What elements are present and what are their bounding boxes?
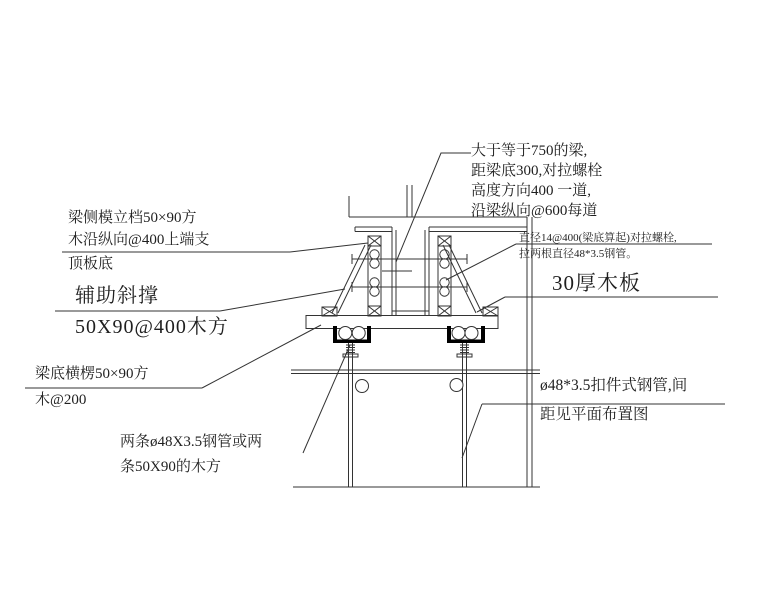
brace-foot-block-right — [483, 307, 498, 316]
top-right-note-line4: 沿梁纵向@600每道 — [471, 203, 598, 219]
tie-bolt-note-line2: 拉两根直径48*3.5钢管。 — [519, 248, 638, 260]
brace-note-line2: 50X90@400木方 — [75, 316, 229, 338]
top-right-note-line3: 高度方向400 一道, — [471, 183, 592, 199]
shoring-post-right — [463, 343, 467, 487]
coupler-left — [356, 380, 369, 393]
brace-foot-block-left — [322, 307, 337, 316]
brace-note-line1: 辅助斜撑 — [75, 285, 159, 307]
top-right-note-line1: 大于等于750的梁, — [471, 143, 588, 159]
bottom-runner-note-line1: 梁底横楞50×90方 — [35, 366, 149, 382]
tie-bolt-note-line1: 直径14@400(梁底算起)对拉螺栓, — [519, 232, 677, 244]
scaffold-note-line1: ø48*3.5扣件式钢管,间 — [540, 377, 688, 394]
side-stud-note-line1: 梁侧模立档50×90方 — [68, 210, 197, 226]
horizontal-ledger — [291, 370, 540, 374]
shoring-post-left — [349, 343, 353, 487]
screw-jack-right — [457, 345, 472, 357]
plank-note: 30厚木板 — [552, 271, 641, 295]
bottom-runner-note-line2: 木@200 — [35, 392, 87, 408]
side-stud-note-line2: 木沿纵向@400上端支 — [68, 232, 210, 248]
side-stud-note-line3: 顶板底 — [68, 256, 114, 272]
top-right-note-line2: 距梁底300,对拉螺栓 — [471, 163, 603, 179]
coupler-right — [450, 379, 463, 392]
twin-pipe-note-line2: 条50X90的木方 — [120, 459, 221, 475]
scaffold-note-line2: 距见平面布置图 — [540, 406, 649, 423]
twin-pipe-note-line1: 两条ø48X3.5钢管或两 — [120, 434, 263, 450]
annotations — [35, 141, 687, 475]
